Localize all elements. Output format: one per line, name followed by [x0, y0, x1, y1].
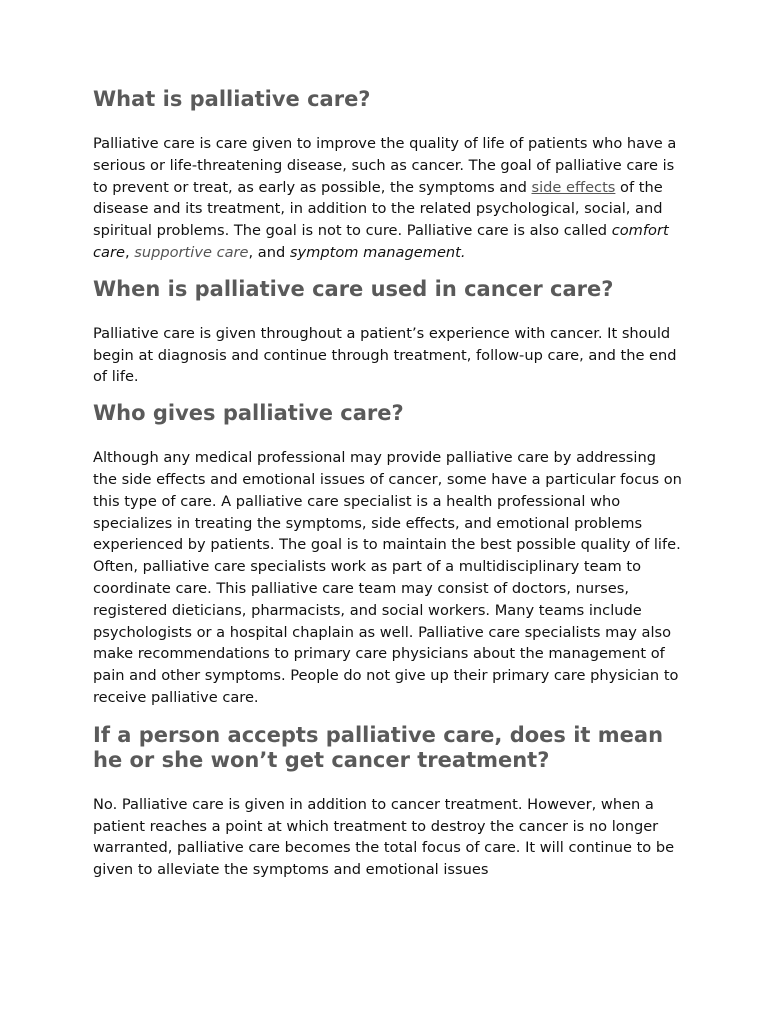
- document-page: [93, 82, 683, 881]
- supportive-care-link[interactable]: supportive care: [134, 243, 249, 261]
- paragraph-who-gives-1: Although any medical professional may provide palliative care by addressing the side effects and emotional issues of cancer, some have a particular focus on this type of care. A palliative care specialist is a health professional who specializes in treating the symptoms, side effects, and emotional problems experienced by patients. The goal is to maintain the best possible quality of life.: [93, 449, 682, 554]
- heading-accepts-palliative-care: If a person accepts palliative care, does it mean he or she won’t get cancer treatment?: [93, 722, 664, 772]
- text-segment: , and: [248, 243, 290, 261]
- heading-when-used: When is palliative care used in cancer care?: [93, 276, 614, 301]
- text-segment: of the disease and its treatment, in addition to the related psychological, social, and spiritual problems. The goal is not to cure. Palliative care is also called: [93, 178, 663, 240]
- term-symptom-management: symptom management.: [289, 243, 466, 261]
- heading-who-gives: Who gives palliative care?: [93, 401, 404, 426]
- paragraph-definition: [93, 133, 683, 264]
- paragraph-who-gives-2: Often, palliative care specialists work as part of a multidisciplinary team to coordinate care. This palliative care team may consist of doctors, nurses, registered dieticians, pharmacists, and social workers. Many teams include psychologists or a hospital chaplain as well. Palliative care specialists may also make recommendations to primary care physicians about the management of pain and other symptoms. People do not give up their primary care physician to receive palliative care.: [93, 558, 679, 706]
- text-segment: Palliative care is care given to improve the quality of life of patients who have a serious or life-threatening disease, such as cancer. The goal of palliative care is to prevent or treat, as early as possible, the symptoms and: [93, 135, 677, 196]
- paragraph-when-used: Palliative care is given throughout a patient’s experience with cancer. It should begin at diagnosis and continue through treatment, follow-up care, and the end of life.: [93, 324, 677, 386]
- heading-what-is-palliative-care: What is palliative care?: [93, 87, 371, 111]
- text-segment: ,: [124, 243, 135, 261]
- paragraph-accepts-palliative-care: No. Palliative care is given in addition to cancer treatment. However, when a patient reaches a point at which treatment to destroy the cancer is no longer warranted, palliative care becomes the total focus of care. It will continue to be given to alleviate the symptoms and emotional issues: [93, 795, 675, 879]
- term-comfort-care: comfort care: [93, 222, 669, 261]
- side-effects-link[interactable]: side effects: [531, 178, 616, 196]
